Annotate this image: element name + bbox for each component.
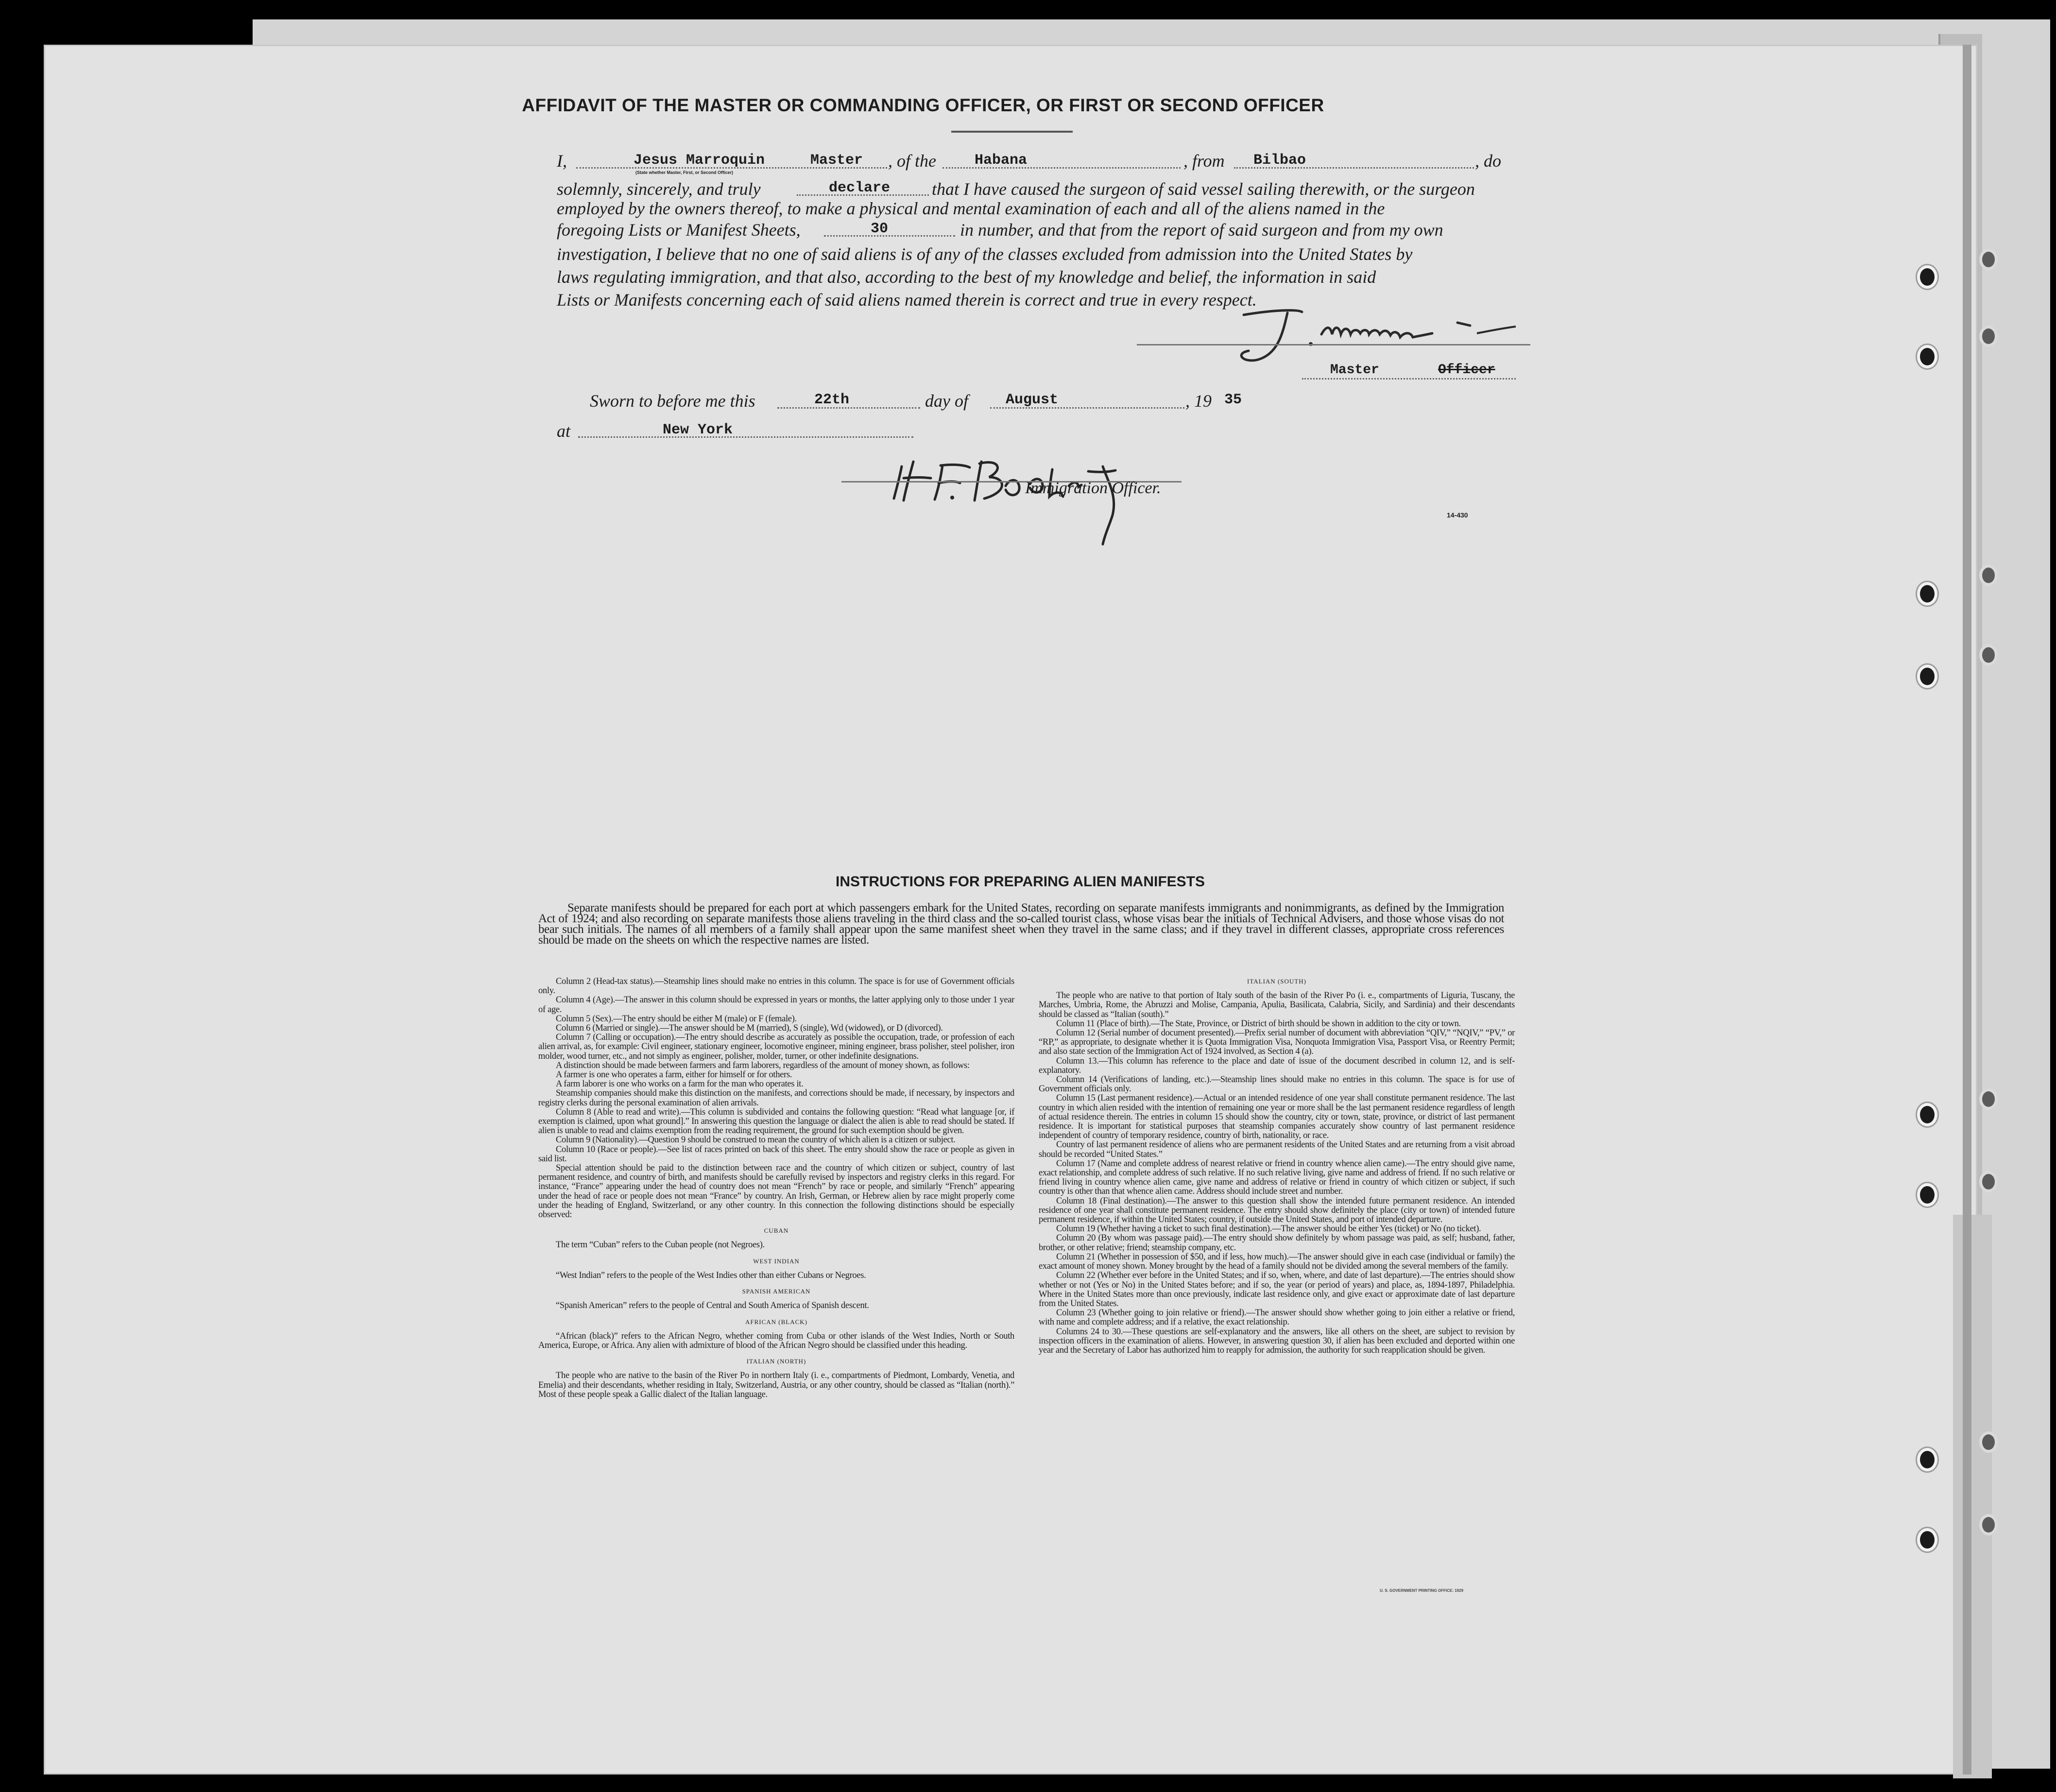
day-of-text: day of xyxy=(925,391,968,411)
instructions-intro: Separate manifests should be prepared for each port at which passengers embark for the United States, recording on separate manifests immigrants and nonimmigrants, as defined by the Immigration Act of 1924; and also recording on separate manifests those aliens traveling in the third class and the so-called tourist class, whose visas bear the initials of Technical Advisers, and those whose visas do not bear such initials. The names of all members of a family shall appear upon the same manifest sheet when they travel in the same class; and if they travel in different classes, appropriate cross references should be made on the sheets on which the respective names are listed. xyxy=(538,901,1504,947)
of-the-label: , of the xyxy=(888,151,936,171)
instruction-paragraph: Column 13.—This column has reference to the place and date of issue of the document described in column 12, and is self-explanatory. xyxy=(1039,1055,1515,1075)
immigration-officer-signature xyxy=(884,452,1185,549)
page-curl xyxy=(1953,1215,1992,1778)
affidavit-line-6: laws regulating immigration, and that also, according to the best of my knowledge and belief, the information in said xyxy=(557,267,1376,287)
officer-title-caption: (State whether Master, First, or Second Officer) xyxy=(635,170,734,175)
binder-hole xyxy=(1917,1103,1937,1126)
section-heading-west-indian: WEST INDIAN xyxy=(753,1257,800,1265)
sworn-year: 35 xyxy=(1224,392,1242,408)
sworn-month: August xyxy=(1006,392,1059,408)
do-label: , do xyxy=(1475,151,1501,171)
manifest-sheets-text: foregoing Lists or Manifest Sheets, xyxy=(557,220,801,240)
instruction-paragraph: Column 5 (Sex).—The entry should be either M (male) or F (female). xyxy=(556,1013,797,1024)
binder-hole xyxy=(1917,1183,1937,1206)
officer-struck-label: Officer xyxy=(1438,362,1495,378)
sheet-count: 30 xyxy=(871,221,889,237)
binder-hole xyxy=(1917,345,1937,368)
instruction-paragraph: Column 2 (Head-tax status).—Steamship lines should make no entries in this column. The space is for use of Government officials only. xyxy=(538,976,1014,996)
instruction-paragraph: Column 17 (Name and complete address of nearest relative or friend in country whence alien came).—The entry should give name, exact relationship, and complete address of such relative. If no such relative living, give name and address of friend. If no such relative or friend living in country whence alien came, give name and address of relative or friend in country of which citizen or subject, if such country is other than that whence alien came. Address should include street and number. xyxy=(1039,1158,1515,1197)
binder-hole xyxy=(1917,665,1937,688)
instruction-paragraph: Column 9 (Nationality).—Question 9 should be construed to mean the country of which alien is a citizen or subject. xyxy=(556,1135,956,1145)
instruction-paragraph: Column 15 (Last permanent residence).—Actual or an intended residence of one year shall constitute permanent residence. The last country in which alien resided with the intention of remaining one year or more shall be the last permanent residence regardless of length of actual residence therein. The entries in column 15 should show the country, city or town, state, province, or district of last permanent residence. It is important for statistical purposes that steamship companies accurately show country of last permanent residence independent of country of temporary residence, country of birth, nationality, or race. xyxy=(1039,1093,1515,1141)
instructions-title: INSTRUCTIONS FOR PREPARING ALIEN MANIFESTS xyxy=(835,874,1205,890)
section-heading-italian-south: ITALIAN (SOUTH) xyxy=(1247,978,1306,985)
instruction-paragraph: Column 6 (Married or single).—The answer should be M (married), S (single), Wd (widowed), or D (divorced). xyxy=(556,1023,943,1034)
section-heading-african: AFRICAN (BLACK) xyxy=(745,1318,808,1326)
binder-hole-shadow xyxy=(1979,1514,1998,1535)
fill-line-sheets xyxy=(824,235,955,237)
affidavit-line-3: employed by the owners thereof, to make a physical and mental examination of each and all of the aliens named in the xyxy=(557,199,1385,218)
instruction-paragraph: Column 20 (By whom was passage paid).—The entry should show definitely by whom passage was paid, as self; husband, father, brother, or other relative; friend; steamship company, etc. xyxy=(1039,1233,1515,1253)
instruction-paragraph: Column 21 (Whether in possession of $50, and if less, how much).—The answer should give in each case (individual or family) the exact amount of money shown. Money brought by the head of a family should not be divided among the several members of the family. xyxy=(1039,1251,1515,1272)
instruction-paragraph: “Spanish American” refers to the people of Central and South America of Spanish descent. xyxy=(556,1300,869,1311)
instruction-paragraph: Special attention should be paid to the distinction between race and the country of which citizen or subject, country of last permanent residence, and country of birth, and manifests should be carefully revised by inspectors and registry clerks in this regard. For instance, “France” appearing under the head of country does not mean “French” by race or people, and similarly “French” appearing under the head of race or people does not mean “France” by country. An Irish, German, or Hebrew alien by race might properly come under the heading of England, Switzerland, or any other country. In this connection the following distinctions should be especially observed: xyxy=(538,1163,1014,1220)
binder-hole-shadow xyxy=(1979,644,1998,666)
section-heading-spanish-american: SPANISH AMERICAN xyxy=(742,1288,811,1295)
instruction-paragraph: Country of last permanent residence of aliens who are permanent residents of the United States and are returning from a visit abroad should be recorded “United States.” xyxy=(1039,1139,1515,1159)
officer-title: Master xyxy=(810,152,863,169)
binder-hole-shadow xyxy=(1979,1088,1998,1110)
binder-hole xyxy=(1917,582,1937,605)
title-divider xyxy=(951,131,1073,133)
instruction-paragraph: A farm laborer is one who works on a farm for the man who operates it. xyxy=(556,1079,804,1089)
instruction-paragraph: Column 18 (Final destination).—The answer to this question shall show the intended future permanent residence. An intended residence of one year shall constitute permanent residence. The entry should show definitely the place (city or town) of intended future permanent residence, if within the United States; country, if outside the United States, and port of intended departure. xyxy=(1039,1195,1515,1225)
sworn-day: 22th xyxy=(814,392,850,408)
affidavit-line-7: Lists or Manifests concerning each of said aliens named therein is correct and true in every respect. xyxy=(557,290,1257,310)
instruction-paragraph: A distinction should be made between farmers and farm laborers, regardless of the amount of money shown, as follows: xyxy=(556,1060,970,1070)
instruction-paragraph: Column 10 (Race or people).—See list of races printed on back of this sheet. The entry should show the race or people as given in said list. xyxy=(538,1144,1014,1164)
declare-verb: declare xyxy=(829,180,891,196)
binder-hole xyxy=(1917,1448,1937,1471)
sworn-place: New York xyxy=(663,422,733,438)
instruction-paragraph: Steamship companies should make this distinction on the manifests, and corrections should be made, if necessary, by inspectors and registry clerks during the personal examination of alien arrivals. xyxy=(538,1088,1014,1108)
affidavit-line-5: investigation, I believe that no one of said aliens is of any of the classes excluded from admission into the United States by xyxy=(557,244,1413,264)
section-heading-italian-north: ITALIAN (NORTH) xyxy=(746,1358,806,1365)
departure-port: Bilbao xyxy=(1253,152,1306,169)
sworn-text: Sworn to before me this xyxy=(590,391,755,411)
instruction-paragraph: Column 19 (Whether having a ticket to such final destination).—The answer should be either Yes (ticket) or No (no ticket). xyxy=(1056,1223,1481,1234)
master-title-line xyxy=(1302,378,1516,379)
instruction-paragraph: Column 8 (Able to read and write).—This column is subdivided and contains the following question: “Read what language [or, if exemption is claimed, upon what ground].” In answering this question the language or dialect the alien is able to read should be stated. If alien is unable to read and claims exemption from the reading requirement, the ground for such exemption should be given. xyxy=(538,1106,1014,1136)
instructions-right-column xyxy=(1039,977,1515,1355)
year-prefix: , 19 xyxy=(1185,391,1212,411)
solemnly-text: solemnly, sincerely, and truly xyxy=(557,179,761,199)
instruction-paragraph: Column 4 (Age).—The answer in this column should be expressed in years or months, the latter applying only to those under 1 year of age. xyxy=(538,995,1014,1015)
instruction-paragraph: Column 23 (Whether going to join relative or friend).—The answer should show whether going to join either a relative or friend, with name and complete address; and if a relative, the exact relationship. xyxy=(1039,1308,1515,1327)
fill-line-place xyxy=(578,436,913,438)
instruction-paragraph: The people who are native to that portion of Italy south of the basin of the River Po (i. e., compartments of Liguria, Tuscany, the Marches, Umbria, Rome, the Abruzzi and Molise, Campania, Apulia, Basilicata, Calabria, Sicily, and Sardinia) and their descendants should be classed as “Italian (south).” xyxy=(1039,990,1515,1019)
instruction-paragraph: Column 11 (Place of birth).—The State, Province, or District of birth should be shown in addition to the city or town. xyxy=(1056,1018,1461,1029)
instruction-paragraph: The people who are native to the basin of the River Po in northern Italy (i. e., compartments of Piedmont, Lombardy, Venetia, and Emelia) and their descendants, whether residing in Italy, Switzerland, Austria, or any other country, should be classed as “Italian (north).” Most of these people speak a Gallic dialect of the Italian language. xyxy=(538,1370,1014,1399)
binder-hole-shadow xyxy=(1979,326,1998,347)
master-label: Master xyxy=(1330,362,1379,378)
printer-imprint: U. S. GOVERNMENT PRINTING OFFICE: 1929 xyxy=(1380,1588,1464,1593)
binder-hole-shadow xyxy=(1979,1171,1998,1192)
instruction-paragraph: Column 14 (Verifications of landing, etc.).—Steamship lines should make no entries in this column. The space is for use of Government officials only. xyxy=(1039,1074,1515,1094)
instruction-paragraph: “West Indian” refers to the people of the West Indies other than either Cubans or Negroes. xyxy=(556,1270,866,1280)
in-number-text: in number, and that from the report of said surgeon and from my own xyxy=(960,220,1443,240)
binder-hole xyxy=(1917,1528,1937,1551)
instruction-paragraph: Column 7 (Calling or occupation).—The entry should describe as accurately as possible the occupation, trade, or profession of each alien arrival, as, for example: Civil engineer, stationary engineer, locomotive engineer, mining engineer, brass polisher, steel polisher, iron molder, wood turner, etc., and not simply as engineer, polisher, molder, turner, or other indefinite designations. xyxy=(538,1032,1014,1061)
master-signature xyxy=(1205,305,1525,368)
affidavit-title: AFFIDAVIT OF THE MASTER OR COMMANDING OFFICER, OR FIRST OR SECOND OFFICER xyxy=(522,95,1324,115)
from-label: , from xyxy=(1183,151,1225,171)
form-number: 14-430 xyxy=(1447,511,1468,519)
binder-hole-shadow xyxy=(1979,1431,1998,1453)
binder-hole-shadow xyxy=(1979,565,1998,586)
binder-hole xyxy=(1917,265,1937,289)
instruction-paragraph: Column 22 (Whether ever before in the United States; and if so, when, where, and date of last departure).—The entries should show whether or not (Yes or No) in the United States before; and if so, the year (or period of years) and place, as, 1894-1897, Philadelphia. Where in the United States more than once previously, indicate last residence only, and give exact or approximate date of last departure from the United States. xyxy=(1039,1270,1515,1309)
officer-name: Jesus Marroquin xyxy=(634,152,765,169)
page-edge-shadow xyxy=(1963,45,1971,1775)
instruction-paragraph: A farmer is one who operates a farm, either for himself or for others. xyxy=(556,1069,792,1080)
surgeon-text: that I have caused the surgeon of said vessel sailing therewith, or the surgeon xyxy=(932,179,1475,199)
at-label: at xyxy=(557,421,571,441)
master-signature-line xyxy=(1137,344,1530,345)
vessel-name: Habana xyxy=(975,152,1028,169)
affidavit-i-label: I, xyxy=(557,151,567,171)
instruction-paragraph: Column 12 (Serial number of document presented).—Prefix serial number of document with abbreviation “QIV,” “NQIV,” “PV,” or “RP,” as appropriate, to designate whether it is Quota Immigration Visa, Nonquota Immigration Visa, Passport Visa, or Reentry Permit; and also state section of the Immigration Act of 1924 involved, as Section 4 (a). xyxy=(1039,1028,1515,1057)
instructions-left-column xyxy=(538,977,1014,1399)
instruction-paragraph: “African (black)” refers to the African Negro, whether coming from Cuba or other islands of the West Indies, North or South America, Europe, or Africa. Any alien with admixture of blood of the African Negro should be classified under this heading. xyxy=(538,1330,1014,1350)
instruction-paragraph: The term “Cuban” refers to the Cuban people (not Negroes). xyxy=(556,1240,765,1250)
immigration-officer-caption: Immigration Officer. xyxy=(1025,479,1161,497)
instruction-paragraph: Columns 24 to 30.—These questions are self-explanatory and the answers, like all others on the sheet, are subject to revision by inspection officers in the examination of aliens. However, in answering question 30, if alien has been excluded and deported within one year and the Secretary of Labor has authorized him to reapply for admission, the authority for such reapplication should be given. xyxy=(1039,1326,1515,1355)
section-heading-cuban: CUBAN xyxy=(764,1227,789,1235)
binder-hole-shadow xyxy=(1979,249,1998,270)
